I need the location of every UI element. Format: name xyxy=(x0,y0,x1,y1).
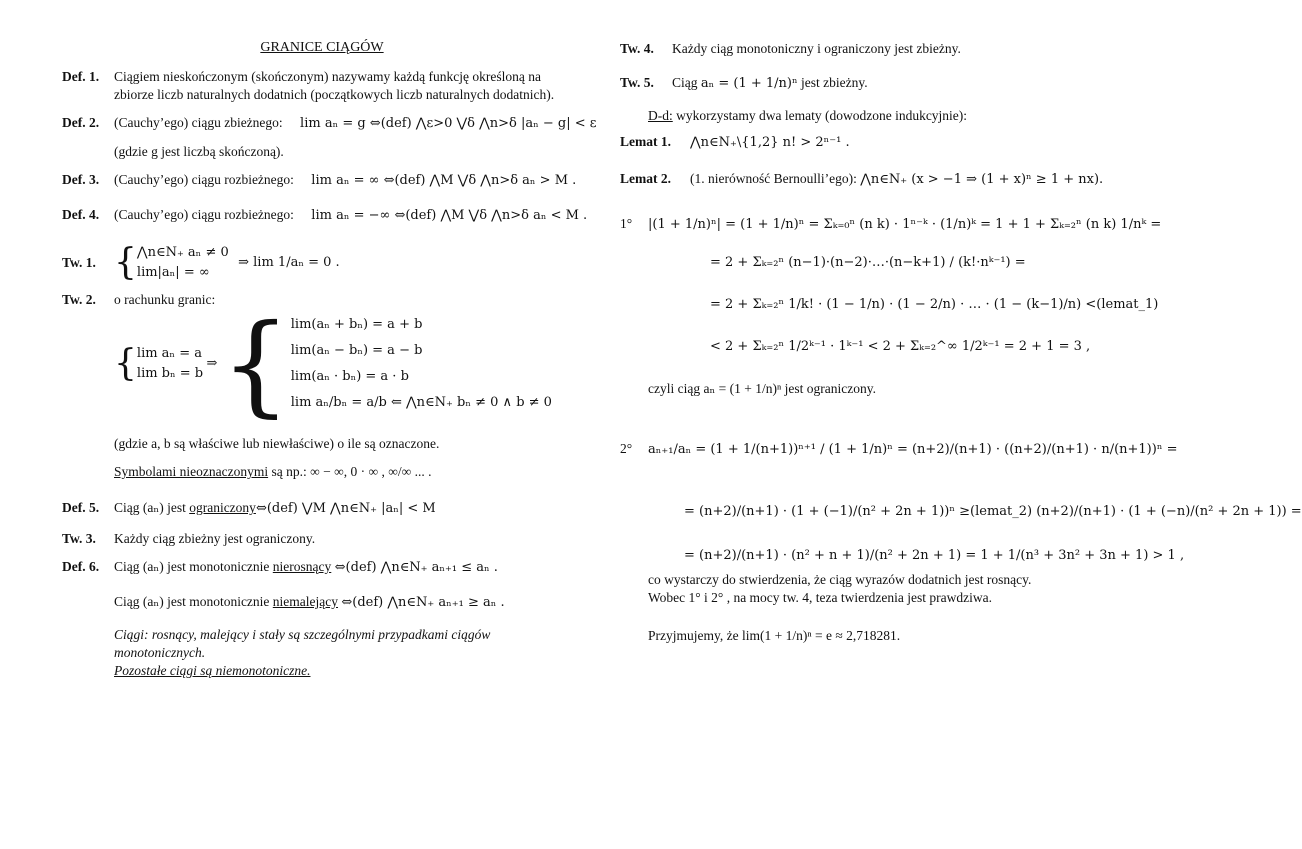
tw2-r2: lim(aₙ − bₙ) = a − b xyxy=(290,343,423,358)
proof2-eq2: = (n+2)/(n+1) · (1 + (−1)/(n² + 2n + 1))ⁿ ≥(lemat_2) (n+2)/(n+1) · (1 + (−n)/(n² + 2n + 1)) = xyxy=(684,504,1302,519)
lemat1-label: Lemat 1. xyxy=(620,134,671,149)
def6-keyword-b: niemalejący xyxy=(272,594,339,609)
def6-second xyxy=(62,593,582,612)
proof1-label: 1° xyxy=(620,216,633,231)
tw3 xyxy=(62,530,582,548)
right-column xyxy=(620,40,1302,645)
def4 xyxy=(62,206,588,225)
proof2-eq3: = (n+2)/(n+1) · (n² + n + 1)/(n² + 2n + 1) = 1 + 1/(n³ + 3n² + 3n + 1) > 1 , xyxy=(684,548,1185,563)
def6-formula: ⇔(def) ⋀n∈N₊ aₙ₊₁ ≤ aₙ . xyxy=(334,560,498,575)
def3-label: Def. 3. xyxy=(62,172,100,187)
tw2-hyp1: lim aₙ = a xyxy=(136,346,202,361)
def1-text: Ciągiem nieskończonym (skończonym) nazywamy każdą funkcję określoną na zbiorze liczb naturalnych dodatnich (początkowych liczb naturalnych dodatnich). xyxy=(114,69,555,102)
tw2-hyp2: lim bₙ = b xyxy=(136,366,204,381)
tw2-system: {lim aₙ = a lim bₙ = b ⇒ {lim(aₙ + bₙ) = a + b lim(aₙ − bₙ) = a − b lim(aₙ · bₙ) = a · b lim aₙ/bₙ = a/b ⇐ ⋀n∈N₊ bₙ ≠ 0 ∧ b ≠ 0 xyxy=(114,300,552,428)
tw5-label: Tw. 5. xyxy=(620,75,654,90)
tw4-text: Każdy ciąg monotoniczny i ograniczony jest zbieżny. xyxy=(672,41,961,56)
proof1-line1 xyxy=(620,215,1160,234)
def5 xyxy=(62,499,582,518)
proof2-conclusion1: co wystarczy do stwierdzenia, że ciąg wyrazów dodatnich jest rosnący. xyxy=(648,572,1032,587)
dd xyxy=(620,107,1160,125)
tw1-cond1: ⋀n∈N₊ aₙ ≠ 0 xyxy=(136,245,229,260)
proof2-conclusion2: Wobec 1° i 2° , na mocy tw. 4, teza twierdzenia jest prawdziwa. xyxy=(648,590,992,605)
proof1-eq1: |(1 + 1/n)ⁿ| = (1 + 1/n)ⁿ = Σₖ₌₀ⁿ (n k) · 1ⁿ⁻ᵏ · (1/n)ᵏ = 1 + 1 + Σₖ₌₂ⁿ (n k) 1/nᵏ = xyxy=(648,217,1162,232)
proof1-conclusion: czyli ciąg aₙ = (1 + 1/n)ⁿ jest ograniczony. xyxy=(648,381,876,396)
proof1-eq2: = 2 + Σₖ₌₂ⁿ (n−1)·(n−2)·…·(n−k+1) / (k!·nᵏ⁻¹) = xyxy=(710,255,1026,270)
def6-formula-b: ⇔(def) ⋀n∈N₊ aₙ₊₁ ≥ aₙ . xyxy=(341,595,505,610)
tw2-note: (gdzie a, b są właściwe lub niewłaściwe) o ile są oznaczone. xyxy=(114,436,440,451)
tw4-label: Tw. 4. xyxy=(620,41,654,56)
tw5-formula: aₙ = (1 + 1/n)ⁿ xyxy=(700,76,798,91)
def6-note2: Pozostałe ciągi są niemonotoniczne. xyxy=(114,663,311,678)
tw2-sym-text: są np.: ∞ − ∞, 0 · ∞ , ∞/∞ ... . xyxy=(271,464,432,479)
lemat1-formula: ⋀n∈N₊\{1,2} n! > 2ⁿ⁻¹ . xyxy=(690,135,850,150)
tw5-text-b: jest zbieżny. xyxy=(801,75,868,90)
tw2-symbols xyxy=(62,463,582,481)
tw1-brace: { xyxy=(114,242,137,283)
left-column xyxy=(62,40,597,680)
def3-formula: lim aₙ = ∞ ⇔(def) ⋀M ⋁δ ⋀n>δ aₙ > M . xyxy=(311,173,577,188)
def3-text: (Cauchy’ego) ciągu rozbieżnego: xyxy=(114,172,294,187)
tw2-brace-hyp: { xyxy=(114,343,137,384)
tw1-label: Tw. 1. xyxy=(62,255,96,270)
tw2 xyxy=(62,291,582,309)
lemat2-label: Lemat 2. xyxy=(620,171,671,186)
tw5-text-a: Ciąg xyxy=(672,75,698,90)
tw3-text: Każdy ciąg zbieżny jest ograniczony. xyxy=(114,531,316,546)
tw2-r3: lim(aₙ · bₙ) = a · b xyxy=(290,369,409,384)
lemat1 xyxy=(620,133,1160,152)
tw2-r4: lim aₙ/bₙ = a/b ⇐ ⋀n∈N₊ bₙ ≠ 0 ∧ b ≠ 0 xyxy=(290,395,552,410)
def2-label: Def. 2. xyxy=(62,115,100,130)
def4-text: (Cauchy’ego) ciągu rozbieżnego: xyxy=(114,207,294,222)
def6-text-a: Ciąg (aₙ) jest monotonicznie xyxy=(114,559,270,574)
def6-keyword: nierosnący xyxy=(272,559,332,574)
accept-e: Przyjmujemy, że lim(1 + 1/n)ⁿ = e ≈ 2,718281. xyxy=(648,628,901,643)
def3 xyxy=(62,171,582,190)
tw5 xyxy=(620,74,1160,93)
def4-label: Def. 4. xyxy=(62,207,100,222)
tw3-label: Tw. 3. xyxy=(62,531,96,546)
tw2-brace-res: { xyxy=(220,300,291,428)
tw1 xyxy=(62,243,582,287)
dd-text: wykorzystamy dwa lematy (dowodzone indukcyjnie): xyxy=(676,108,968,123)
lemat2-text: (1. nierówność Bernoulli’ego): xyxy=(690,171,857,186)
lemat2 xyxy=(620,170,1160,189)
def5-keyword: ograniczony xyxy=(189,500,256,515)
proof2-line1 xyxy=(620,440,1178,459)
dd-label: D-d: xyxy=(648,108,673,123)
def2 xyxy=(62,114,597,133)
tw1-result: ⇒ lim 1/aₙ = 0 . xyxy=(238,255,340,270)
tw2-label: Tw. 2. xyxy=(62,292,96,307)
proof2-eq1: aₙ₊₁/aₙ = (1 + 1/(n+1))ⁿ⁺¹ / (1 + 1/n)ⁿ = (n+2)/(n+1) · ((n+2)/(n+1) · n/(n+1))ⁿ = xyxy=(648,442,1178,457)
def6-label: Def. 6. xyxy=(62,559,100,574)
def2-formula: lim aₙ = g ⇔(def) ⋀ε>0 ⋁δ ⋀n>δ |aₙ − g| < ε xyxy=(300,116,597,131)
def1 xyxy=(62,68,582,104)
lemat2-formula: ⋀n∈N₊ (x > −1 ⇒ (1 + x)ⁿ ≥ 1 + nx). xyxy=(860,172,1104,187)
def5-text: Ciąg (aₙ) jest xyxy=(114,500,186,515)
tw1-cond2: lim|aₙ| = ∞ xyxy=(136,265,210,280)
proof2-label: 2° xyxy=(620,441,633,456)
def6-text-b: Ciąg (aₙ) jest monotonicznie xyxy=(114,594,270,609)
tw2-r1: lim(aₙ + bₙ) = a + b xyxy=(290,317,423,332)
def1-label: Def. 1. xyxy=(62,69,100,84)
def6 xyxy=(62,558,582,577)
tw4 xyxy=(620,40,1160,58)
proof1-eq4: < 2 + Σₖ₌₂ⁿ 1/2ᵏ⁻¹ · 1ᵏ⁻¹ < 2 + Σₖ₌₂^∞ 1/2ᵏ⁻¹ = 2 + 1 = 3 , xyxy=(710,339,1091,354)
tw2-sym-label: Symbolami nieoznaczonymi xyxy=(114,464,269,479)
def2-text: (Cauchy’ego) ciągu zbieżnego: xyxy=(114,115,283,130)
def5-formula: ⇔(def) ⋁M ⋀n∈N₊ |aₙ| < M xyxy=(255,501,436,516)
tw2-text: o rachunku granic: xyxy=(114,292,216,307)
page-title: GRANICE CIĄGÓW xyxy=(260,40,384,55)
def4-formula: lim aₙ = −∞ ⇔(def) ⋀M ⋁δ ⋀n>δ aₙ < M . xyxy=(311,208,588,223)
def2-note: (gdzie g jest liczbą skończoną). xyxy=(114,144,284,159)
def6-note1: Ciągi: rosnący, malejący i stały są szczególnymi przypadkami ciągów monotonicznych. xyxy=(114,627,491,660)
def5-label: Def. 5. xyxy=(62,500,100,515)
proof1-eq3: = 2 + Σₖ₌₂ⁿ 1/k! · (1 − 1/n) · (1 − 2/n) · … · (1 − (k−1)/n) <(lemat_1) xyxy=(710,297,1159,312)
